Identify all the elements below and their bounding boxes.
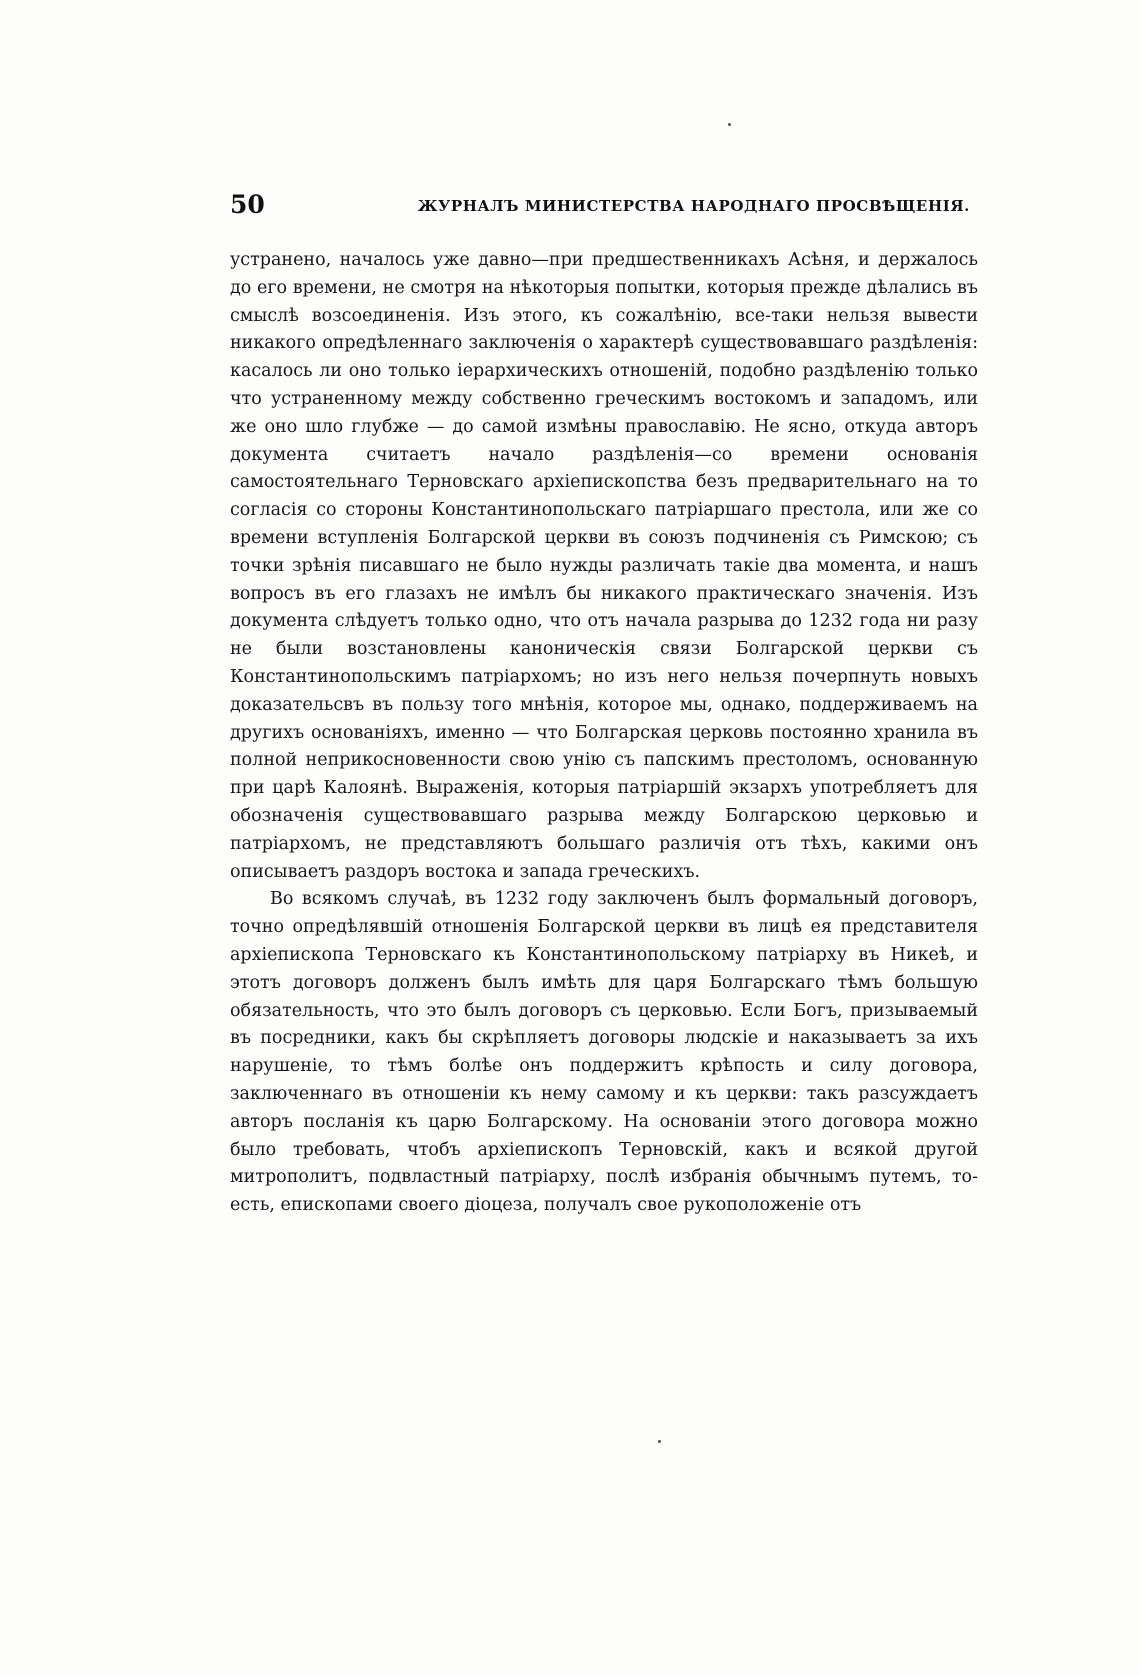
body-text (230, 247, 978, 1220)
print-speck (728, 123, 731, 126)
print-speck (658, 1440, 661, 1443)
paragraph-1: устранено, началось уже давно—при предшественникахъ Асѣня, и держалось до его времени, не смотря на нѣкоторыя попытки, которыя прежде дѣлались въ смыслѣ возсоединенія. Изъ этого, къ сожалѣнію, все-таки нельзя вывести никакого опредѣленнаго заключенія о характерѣ существовавшаго раздѣленія: касалось ли оно только іерархическихъ отношеній, подобно раздѣленію только что устраненному между собственно греческимъ востокомъ и западомъ, или же оно шло глубже — до самой измѣны православію. Не ясно, откуда авторъ документа считаетъ начало раздѣленія—со времени основанія самостоятельнаго Терновскаго архіепископства безъ предварительнаго на то согласія со стороны Константинопольскаго патріаршаго престола, или же со времени вступленія Болгарской церкви въ союзъ подчиненія съ Римскою; съ точки зрѣнія писавшаго не было нужды различать такіе два момента, и нашъ вопросъ въ его глазахъ не имѣлъ бы никакого практическаго значенія. Изъ документа слѣдуетъ только одно, что отъ начала разрыва до 1232 года ни разу не были возстановлены каноническія связи Болгарской церкви съ Константинопольскимъ патріархомъ; но изъ него нельзя почерпнуть новыхъ доказательсвъ въ пользу того мнѣнія, которое мы, однако, поддерживаемъ на другихъ основаніяхъ, именно — что Болгарская церковь постоянно хранила въ полной неприкосновенности свою унію съ папскимъ престоломъ, основанную при царѣ Калоянѣ. Выраженія, которыя патріаршій экзархъ употребляетъ для обозначенія существовавшаго разрыва между Болгарскою церковью и патріархомъ, не представляютъ большаго различія отъ тѣхъ, какими онъ описываетъ раздоръ востока и запада греческихъ. (230, 250, 978, 882)
page-header (230, 190, 978, 220)
running-title: ЖУРНАЛЪ МИНИСТЕРСТВА НАРОДНАГО ПРОСВѢЩЕНІЯ. (417, 197, 970, 215)
page-number: 50 (230, 190, 265, 219)
paragraph-2: Во всякомъ случаѣ, въ 1232 году заключенъ былъ формальный договоръ, точно опредѣлявшій отношенія Болгарской церкви въ лицѣ ея представителя архіепископа Терновскаго къ Константинопольскому патріарху въ Никеѣ, и этотъ договоръ долженъ былъ имѣть для царя Болгарскаго тѣмъ большую обязательность, что это былъ договоръ съ церковью. Если Богъ, призываемый въ посредники, какъ бы скрѣпляетъ договоры людскіе и наказываетъ за ихъ нарушеніе, то тѣмъ болѣе онъ поддержитъ крѣпость и силу договора, заключеннаго въ отношеніи къ нему самому и къ церкви: такъ разсуждаетъ авторъ посланія къ царю Болгарскому. На основаніи этого договора можно было требовать, чтобъ архіепископъ Терновскій, какъ и всякой другой митрополитъ, подвластный патріарху, послѣ избранія обычнымъ путемъ, то-есть, епископами своего діоцеза, получалъ свое рукоположеніе отъ (230, 889, 978, 1216)
